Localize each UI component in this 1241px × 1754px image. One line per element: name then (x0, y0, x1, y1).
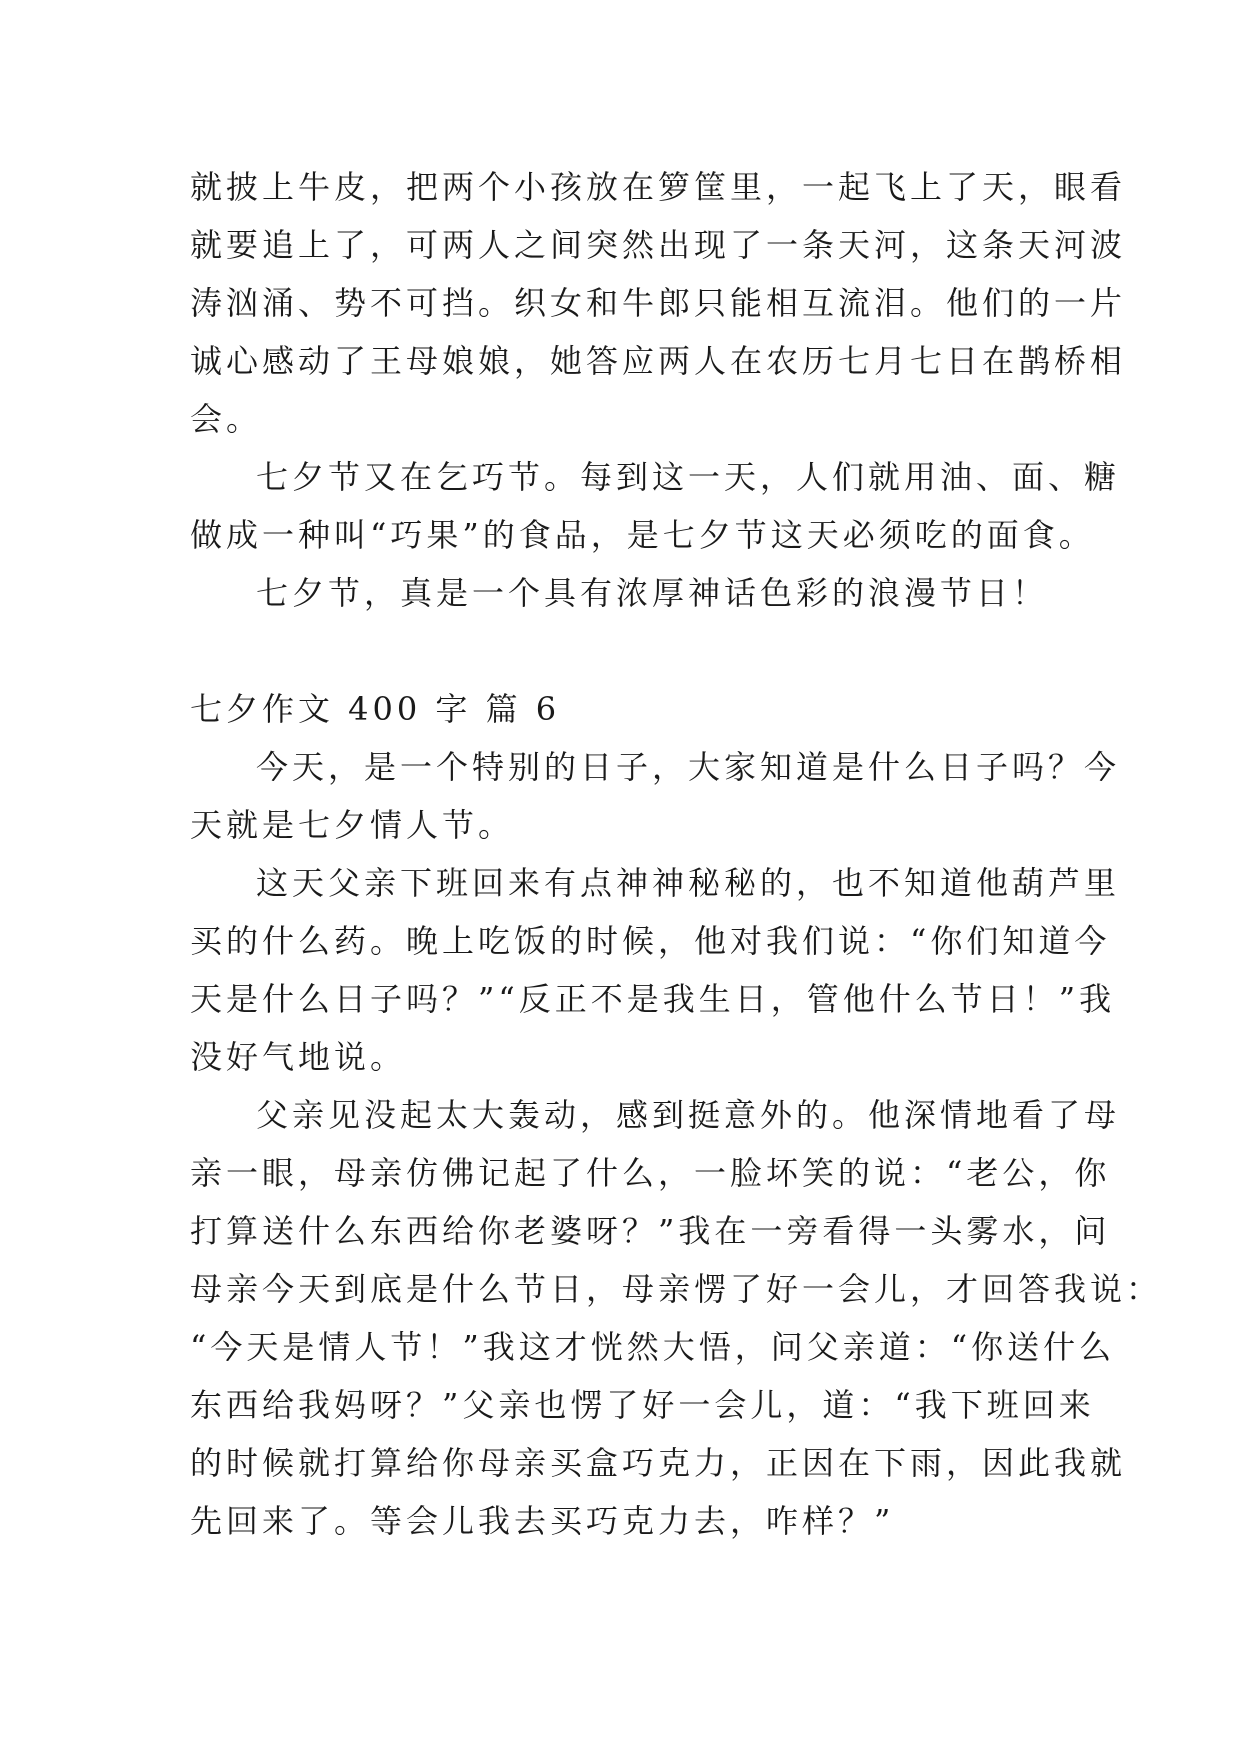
text-line: 今天，是一个特别的日子，大家知道是什么日子吗？今 (256, 748, 1121, 786)
text-line: 天是什么日子吗？”“反正不是我生日，管他什么节日！”我 (190, 980, 1116, 1018)
essay-section (190, 680, 1163, 1550)
text-line: 打算送什么东西给你老婆呀？”我在一旁看得一头雾水，问 (190, 1212, 1111, 1250)
paragraph (190, 158, 1127, 448)
text-line: 这天父亲下班回来有点神神秘秘的，也不知道他葫芦里 (256, 864, 1121, 902)
text-line: 父亲见没起太大轰动，感到挺意外的。他深情地看了母 (256, 1096, 1121, 1134)
text-line: 就披上牛皮，把两个小孩放在箩筐里，一起飞上了天，眼看 (190, 168, 1127, 206)
continued-story-section (190, 158, 1127, 622)
text-line: 做成一种叫“巧果”的食品，是七夕节这天必须吃的面食。 (190, 516, 1095, 554)
text-line: 买的什么药。晚上吃饭的时候，他对我们说：“你们知道今 (190, 922, 1111, 960)
section-heading: 七夕作文 400 字 篇 6 (190, 690, 561, 728)
paragraph (190, 564, 1070, 622)
text-line: 先回来了。等会儿我去买巧克力去，咋样？” (190, 1502, 895, 1540)
text-line: 会。 (190, 400, 263, 438)
text-line: 没好气地说。 (190, 1038, 407, 1076)
text-line: 就要追上了，可两人之间突然出现了一条天河，这条天河波 (190, 226, 1127, 264)
paragraph (190, 854, 1121, 1086)
paragraph (190, 738, 1121, 854)
paragraph (190, 448, 1121, 564)
text-line: “今天是情人节！”我这才恍然大悟，问父亲道：“你送什么 (190, 1328, 1116, 1366)
text-line: 涛汹涌、势不可挡。织女和牛郎只能相互流泪。他们的一片 (190, 284, 1127, 322)
text-line: 七夕节，真是一个具有浓厚神话色彩的浪漫节日！ (256, 574, 1049, 612)
text-line: 亲一眼，母亲仿佛记起了什么，一脸坏笑的说：“老公，你 (190, 1154, 1111, 1192)
text-line: 诚心感动了王母娘娘，她答应两人在农历七月七日在鹊桥相 (190, 342, 1127, 380)
text-line: 的时候就打算给你母亲买盒巧克力，正因在下雨，因此我就 (190, 1444, 1127, 1482)
text-line: 七夕节又在乞巧节。每到这一天，人们就用油、面、糖 (256, 458, 1121, 496)
text-line: 母亲今天到底是什么节日，母亲愣了好一会儿，才回答我说： (190, 1270, 1163, 1308)
text-line: 天就是七夕情人节。 (190, 806, 515, 844)
text-line: 东西给我妈呀？”父亲也愣了好一会儿，道：“我下班回来 (190, 1386, 1095, 1424)
paragraph (190, 1086, 1163, 1550)
